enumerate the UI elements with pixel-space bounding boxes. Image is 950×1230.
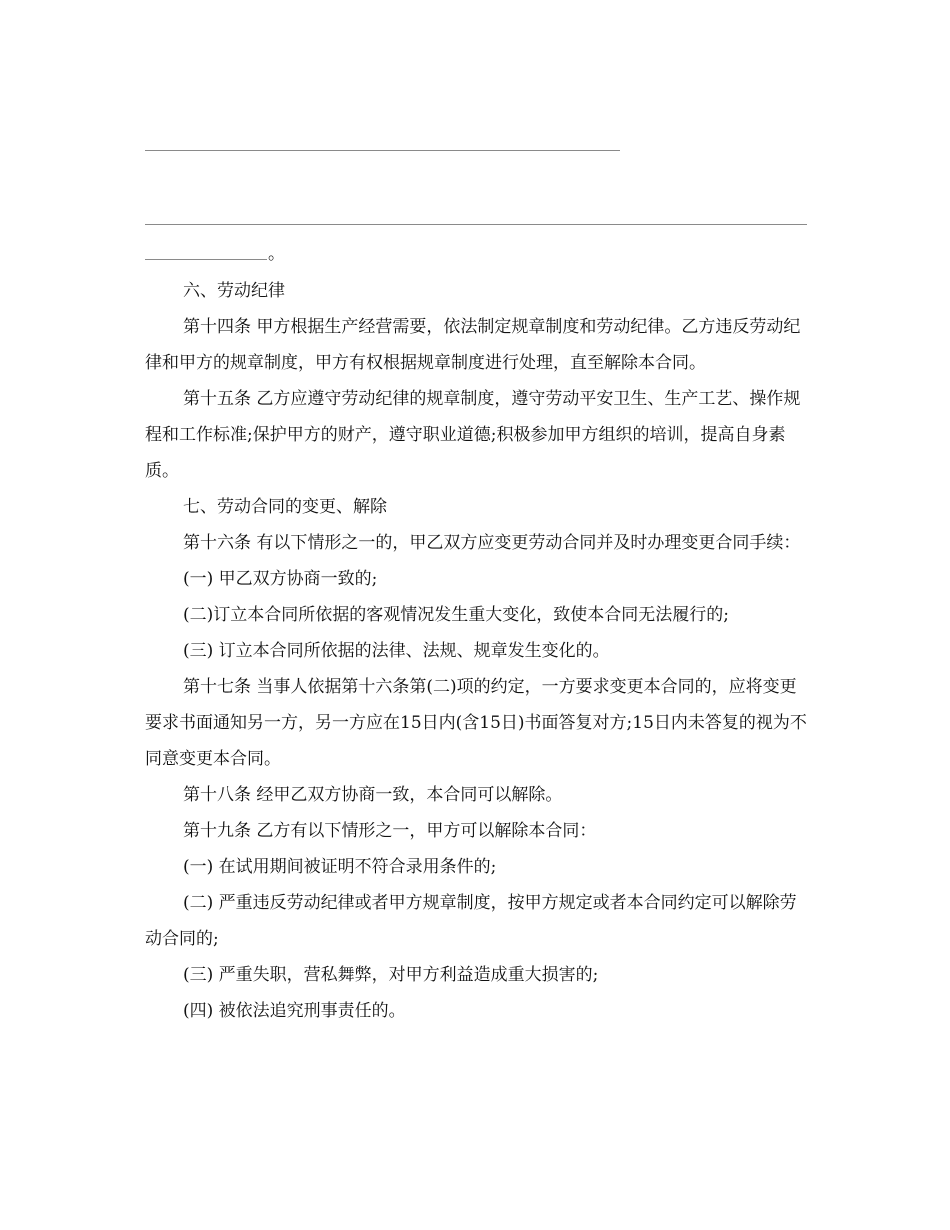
article-18: 第十八条 经甲乙双方协商一致，本合同可以解除。: [183, 785, 563, 805]
article-19-item-1: (一) 在试用期间被证明不符合录用条件的;: [183, 857, 497, 877]
article-16-item-1: (一) 甲乙双方协商一致的;: [183, 569, 378, 589]
article-16-item-2: (二)订立本合同所依据的客观情况发生重大变化，致使本合同无法履行的;: [183, 605, 729, 625]
section-heading-labor-discipline: 六、劳动纪律: [183, 281, 285, 301]
blank-line-3: [145, 259, 267, 260]
section-heading-contract-change: 七、劳动合同的变更、解除: [183, 497, 387, 517]
article-14: 第十四条 甲方根据生产经营需要，依法制定规章制度和劳动纪律。乙方违反劳动纪律和甲方的规章制度，甲方有权根据规章制度进行处理，直至解除本合同。: [145, 317, 801, 373]
article-17: 第十七条 当事人依据第十六条第(二)项的约定，一方要求变更本合同的，应将变更要求书面通知另一方，另一方应在15日内(含15日)书面答复对方;15日内未答复的视为不同意变更本合同。: [145, 677, 807, 769]
document-body: [145, 273, 810, 1029]
article-19-item-2: (二) 严重违反劳动纪律或者甲方规章制度，按甲方规定或者本合同约定可以解除劳动合同的;: [145, 893, 797, 949]
blank-line-1: [145, 150, 620, 151]
blank-line-2: [145, 224, 807, 225]
blank-tail-mark: 。: [268, 244, 285, 264]
article-19-item-4: (四) 被依法追究刑事责任的。: [183, 1001, 406, 1021]
article-15: 第十五条 乙方应遵守劳动纪律的规章制度，遵守劳动平安卫生、生产工艺、操作规程和工作标准;保护甲方的财产，遵守职业道德;积极参加甲方组织的培训，提高自身素质。: [145, 389, 801, 481]
article-19-item-3: (三) 严重失职，营私舞弊，对甲方利益造成重大损害的;: [183, 965, 599, 985]
article-19: 第十九条 乙方有以下情形之一，甲方可以解除本合同：: [183, 821, 597, 841]
article-16: 第十六条 有以下情形之一的，甲乙双方应变更劳动合同并及时办理变更合同手续：: [183, 533, 801, 553]
article-16-item-3: (三) 订立本合同所依据的法律、法规、规章发生变化的。: [183, 641, 610, 661]
